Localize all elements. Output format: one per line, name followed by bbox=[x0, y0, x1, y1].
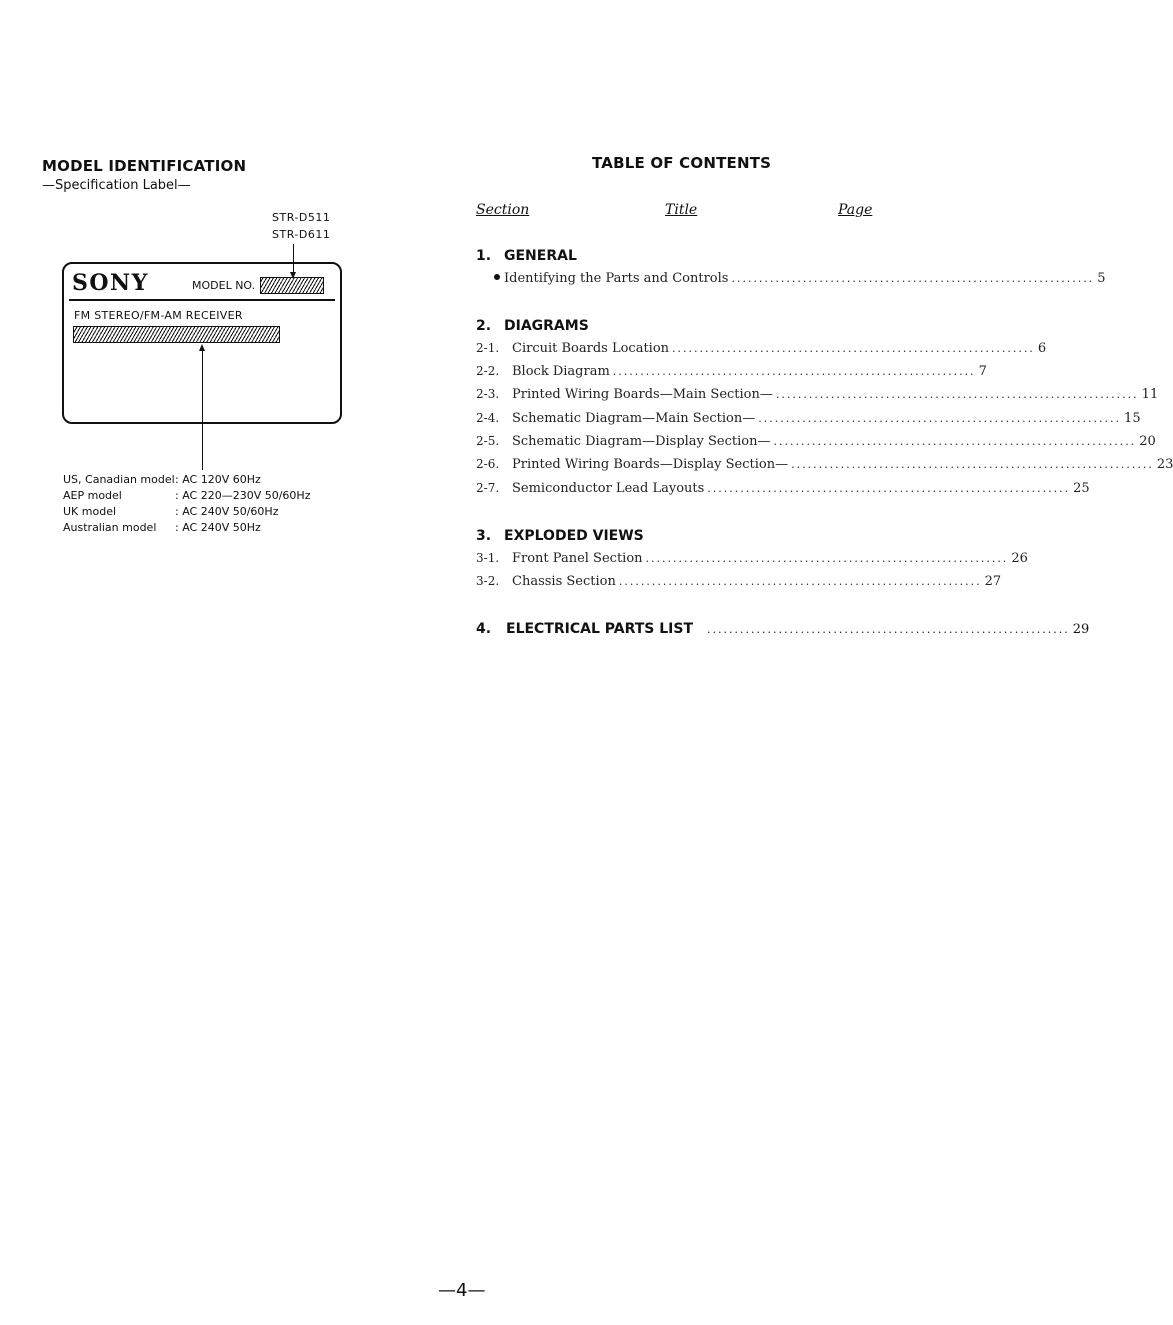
model-tag-d611: STR-D611 bbox=[272, 228, 331, 241]
sony-logo: SONY bbox=[72, 270, 149, 296]
receiver-type-label: FM STEREO/FM-AM RECEIVER bbox=[74, 309, 243, 322]
model-identification-heading: MODEL IDENTIFICATION bbox=[42, 157, 247, 175]
specification-label-subheading: —Specification Label— bbox=[42, 178, 191, 193]
toc-entry[interactable]: 2-3. Printed Wiring Boards—Main Section— .................................................................. 11 bbox=[476, 387, 1159, 402]
dot-leader: .................................................................. bbox=[791, 458, 1154, 471]
model-no-hatched-box bbox=[260, 277, 324, 294]
page-number: —4— bbox=[438, 1280, 486, 1301]
power-model: UK model bbox=[63, 505, 117, 518]
dot-leader: .................................................................. bbox=[773, 435, 1137, 448]
toc-col-page: Page bbox=[838, 202, 873, 218]
toc-entry[interactable]: 2-7. Semiconductor Lead Layouts .................................................................. 25 bbox=[476, 481, 1090, 496]
card-divider bbox=[69, 299, 335, 301]
power-model: AEP model bbox=[63, 489, 122, 502]
toc-entry[interactable]: Identifying the Parts and Controls .................................................................. 5 bbox=[476, 271, 870, 291]
power-value: : AC 240V 50Hz bbox=[175, 521, 261, 534]
toc-entry[interactable]: 2-2. Block Diagram .................................................................. 7 bbox=[476, 364, 987, 379]
toc-section-heading: 1. GENERAL bbox=[476, 248, 577, 264]
toc-entry[interactable]: 2-6. Printed Wiring Boards—Display Section— .................................................................. 23 bbox=[476, 457, 1173, 472]
power-value: : AC 240V 50/60Hz bbox=[175, 505, 279, 518]
model-no-label: MODEL NO. bbox=[192, 279, 256, 292]
toc-section-heading: 3. EXPLODED VIEWS bbox=[476, 528, 644, 544]
dot-leader: .................................................................. bbox=[707, 623, 1070, 636]
toc-col-title: Title bbox=[665, 202, 698, 218]
model-tag-d511: STR-D511 bbox=[272, 211, 331, 224]
toc-entry[interactable]: 4. ELECTRICAL PARTS LIST .................................................................. 29 bbox=[476, 621, 1090, 637]
dot-leader: .................................................................. bbox=[775, 388, 1139, 401]
toc-entry[interactable]: 2-4. Schematic Diagram—Main Section— .................................................................. 15 bbox=[476, 411, 1141, 426]
dot-leader: .................................................................. bbox=[645, 552, 1009, 565]
dot-leader: .................................................................. bbox=[758, 412, 1122, 425]
toc-heading: TABLE OF CONTENTS bbox=[592, 154, 772, 172]
dot-leader: .................................................................. bbox=[731, 272, 1095, 285]
bullet-icon bbox=[494, 274, 500, 280]
power-value: : AC 120V 60Hz bbox=[175, 473, 261, 486]
dot-leader: .................................................................. bbox=[707, 482, 1071, 495]
toc-section-heading: 2. DIAGRAMS bbox=[476, 318, 589, 334]
power-model: US, Canadian model bbox=[63, 473, 175, 486]
toc-entry[interactable]: 2-1. Circuit Boards Location .................................................................. 6 bbox=[476, 341, 1047, 356]
power-model: Australian model bbox=[63, 521, 157, 534]
toc-entry[interactable]: 2-5. Schematic Diagram—Display Section— .................................................................. 20 bbox=[476, 434, 1156, 449]
power-pointer-line bbox=[202, 350, 203, 470]
power-rating-hatched-box bbox=[73, 326, 280, 343]
power-value: : AC 220—230V 50/60Hz bbox=[175, 489, 311, 502]
toc-entry[interactable]: 3-1. Front Panel Section .................................................................. 26 bbox=[476, 551, 1028, 566]
dot-leader: .................................................................. bbox=[672, 342, 1035, 355]
toc-col-section: Section bbox=[476, 202, 530, 218]
dot-leader: .................................................................. bbox=[612, 365, 976, 378]
dot-leader: .................................................................. bbox=[618, 575, 982, 588]
toc-entry[interactable]: 3-2. Chassis Section .................................................................. 27 bbox=[476, 574, 1002, 589]
